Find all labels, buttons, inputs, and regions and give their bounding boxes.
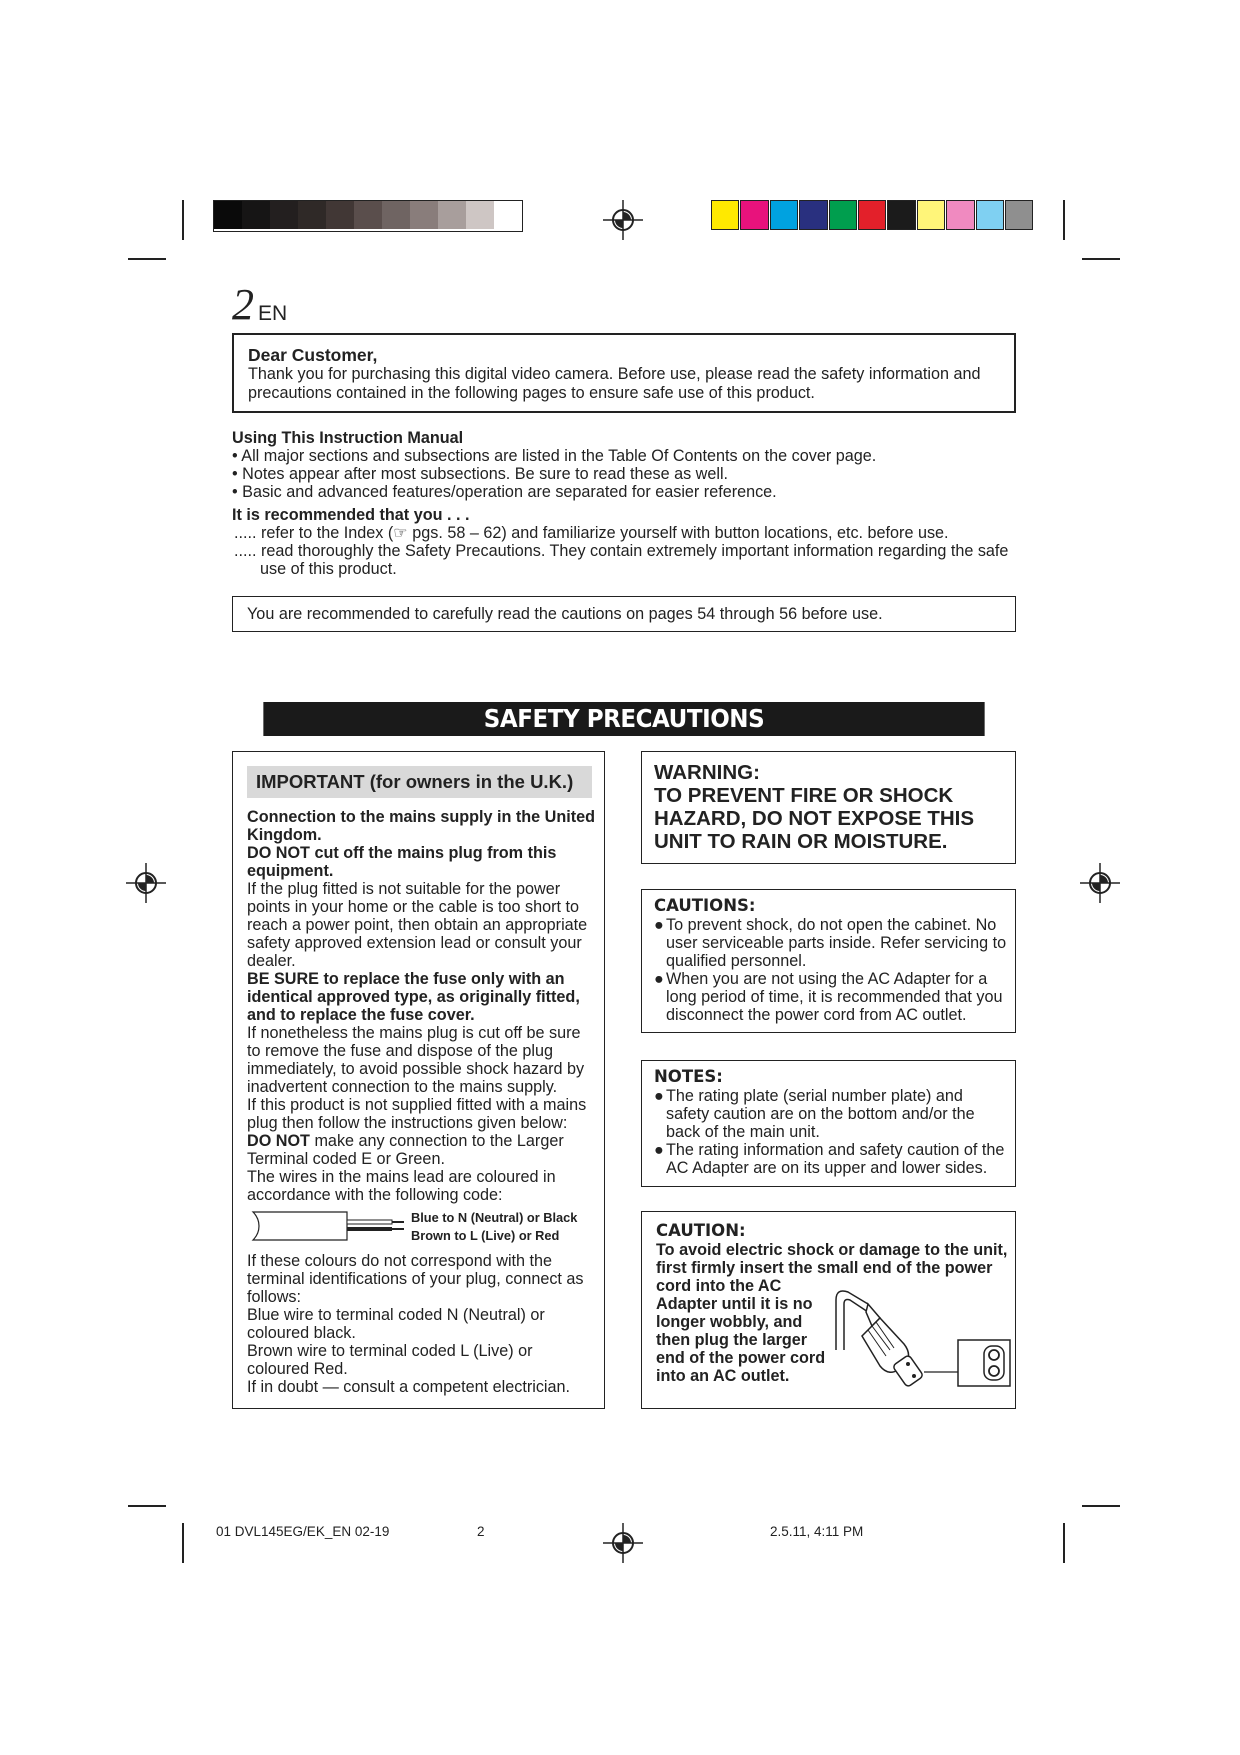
grayscale-color-bar (213, 200, 523, 232)
dear-customer-line: Thank you for purchasing this digital video camera. Before use, please read the safety information and (248, 365, 981, 383)
manual-bullet: • Notes appear after most subsections. Be sure to read these as well. (232, 465, 729, 483)
color-swatch (382, 201, 410, 229)
uk-paragraph: If these colours do not correspond with the terminal identifications of your plug, connect as follows: (247, 1252, 584, 1306)
notes-heading: NOTES: (654, 1067, 723, 1086)
wire-label-blue: Blue to N (Neutral) or Black (411, 1210, 578, 1225)
dear-customer-box (232, 333, 1016, 413)
uk-text-block (247, 808, 597, 1204)
manual-bullet: • Basic and advanced features/operation are separated for easier reference. (232, 483, 777, 501)
notes-item: ● The rating plate (serial number plate) and safety caution are on the bottom and/or the back of the main unit. (654, 1087, 1009, 1141)
crop-mark (182, 200, 184, 240)
registration-mark-icon (126, 863, 166, 903)
dear-customer-heading: Dear Customer, (248, 345, 378, 365)
notes-item: ● The rating information and safety caution of the AC Adapter are on its upper and lower sides. (654, 1141, 1009, 1177)
warning-line: UNIT TO RAIN OR MOISTURE. (654, 830, 948, 853)
crop-mark (182, 1523, 184, 1563)
uk-paragraph: The wires in the mains lead are coloured in accordance with the following code: (247, 1168, 556, 1204)
color-swatch (946, 200, 974, 230)
uk-bold-paragraph: Connection to the mains supply in the United Kingdom. (247, 808, 596, 844)
cautions-item-text: To prevent shock, do not open the cabinet. No user serviceable parts inside. Refer servicing to qualified personnel. (666, 916, 1007, 970)
color-swatch (887, 200, 915, 230)
uk-bold-paragraph: BE SURE to replace the fuse only with an identical approved type, as originally fitted, and to replace the fuse cover. (247, 970, 580, 1024)
crop-mark (1063, 200, 1065, 240)
color-swatch (214, 201, 242, 229)
recommended-item: use of this product. (260, 560, 397, 578)
crop-mark (128, 258, 166, 260)
caution-line: Adapter until it is no (656, 1295, 813, 1313)
uk-heading: IMPORTANT (for owners in the U.K.) (247, 766, 592, 798)
caution-heading: CAUTION: (656, 1221, 746, 1240)
uk-do-not: DO NOT (247, 1132, 310, 1150)
color-swatch (740, 200, 768, 230)
color-swatch (410, 201, 438, 229)
caution-line: longer wobbly, and (656, 1313, 803, 1331)
color-swatch (858, 200, 886, 230)
recommended-item: ..... refer to the Index (☞ pgs. 58 – 62) and familiarize yourself with button locations, etc. before use. (234, 524, 949, 542)
crop-mark (128, 1505, 166, 1507)
warning-text (654, 761, 974, 853)
manual-bullet: • All major sections and subsections are listed in the Table Of Contents on the cover page. (232, 447, 877, 465)
cautions-item-text: When you are not using the AC Adapter for a long period of time, it is recommended that you disconnect the power cord from AC outlet. (666, 970, 1003, 1024)
color-swatch (917, 200, 945, 230)
caution-line: then plug the larger (656, 1331, 808, 1349)
cautions-item: ● To prevent shock, do not open the cabinet. No user serviceable parts inside. Refer servicing to qualified personnel. (654, 916, 1009, 970)
uk-paragraph: If nonetheless the mains plug is cut off be sure to remove the fuse and dispose of the plug immediately, to avoid possible shock hazard by inadvertent connection to the mains supply. (247, 1024, 585, 1096)
color-swatch (1005, 200, 1033, 230)
manual-heading: Using This Instruction Manual (232, 429, 464, 447)
registration-mark-icon (1080, 863, 1120, 903)
power-cord-plug-icon (832, 1286, 1012, 1400)
color-swatch (976, 200, 1004, 230)
notes-list (654, 1087, 1009, 1177)
color-calibration-bar (711, 200, 1034, 230)
color-swatch (494, 201, 522, 229)
uk-paragraph (247, 1132, 597, 1168)
caution-line: To avoid electric shock or damage to the unit, (656, 1241, 1008, 1259)
uk-bold-paragraph: DO NOT cut off the mains plug from this equipment. (247, 844, 557, 880)
warning-heading: WARNING: (654, 761, 760, 784)
uk-important-box (232, 751, 605, 1409)
uk-paragraph: If the plug fitted is not suitable for the power points in your home or the cable is too short to reach a power point, then obtain an appropriate safety approved extension lead or consult your dealer. (247, 880, 588, 970)
notes-item-text: The rating plate (serial number plate) and safety caution are on the bottom and/or the back of the main unit. (666, 1087, 975, 1141)
caution-line: first firmly insert the small end of the power (656, 1259, 993, 1277)
recommended-heading: It is recommended that you . . . (232, 506, 470, 524)
caution-line: into an AC outlet. (656, 1367, 790, 1385)
section-title: SAFETY PRECAUTIONS (263, 702, 984, 736)
cautions-notice-text: You are recommended to carefully read the cautions on pages 54 through 56 before use. (247, 605, 883, 623)
uk-paragraph: If this product is not supplied fitted with a mains plug then follow the instructions given below: (247, 1096, 587, 1132)
footer-file: 01 DVL145EG/EK_EN 02-19 (216, 1524, 390, 1539)
cautions-list (654, 916, 1009, 1024)
registration-mark-icon (603, 1523, 643, 1563)
cautions-notice-box (232, 596, 1016, 632)
caution-line: cord into the AC (656, 1277, 782, 1295)
color-swatch (326, 201, 354, 229)
color-swatch (298, 201, 326, 229)
color-swatch (438, 201, 466, 229)
color-swatch (799, 200, 827, 230)
caution-box (641, 1211, 1016, 1409)
wire-label-brown: Brown to L (Live) or Red (411, 1228, 560, 1243)
footer-page: 2 (477, 1524, 485, 1539)
crop-mark (1082, 258, 1120, 260)
color-swatch (829, 200, 857, 230)
uk-text-block-2 (247, 1252, 597, 1396)
color-swatch (711, 200, 739, 230)
color-swatch (354, 201, 382, 229)
color-swatch (242, 201, 270, 229)
recommended-item: ..... read thoroughly the Safety Precautions. They contain extremely important information regarding the safe (234, 542, 1009, 560)
page-language: EN (258, 302, 288, 325)
color-swatch (770, 200, 798, 230)
cautions-heading: CAUTIONS: (654, 896, 756, 915)
warning-box (641, 751, 1016, 864)
registration-mark-icon (603, 200, 643, 240)
mains-lead-wire-diagram (247, 1208, 407, 1244)
uk-paragraph: Blue wire to terminal coded N (Neutral) or coloured black. (247, 1306, 545, 1342)
uk-paragraph: If in doubt — consult a competent electrician. (247, 1378, 571, 1396)
crop-mark (1082, 1505, 1120, 1507)
caution-line: end of the power cord (656, 1349, 826, 1367)
page-number: 2 (232, 280, 254, 329)
color-swatch (270, 201, 298, 229)
footer-date: 2.5.11, 4:11 PM (770, 1524, 864, 1539)
notes-box (641, 1060, 1016, 1187)
cautions-box (641, 889, 1016, 1033)
warning-line: HAZARD, DO NOT EXPOSE THIS (654, 807, 975, 830)
warning-line: TO PREVENT FIRE OR SHOCK (654, 784, 954, 807)
color-swatch (466, 201, 494, 229)
cautions-item: ● When you are not using the AC Adapter for a long period of time, it is recommended that you disconnect the power cord from AC outlet. (654, 970, 1009, 1024)
notes-item-text: The rating information and safety caution of the AC Adapter are on its upper and lower sides. (666, 1141, 1005, 1177)
crop-mark (1063, 1523, 1065, 1563)
uk-do-not-rest: make any connection to the Larger Terminal coded E or Green. (247, 1132, 564, 1168)
dear-customer-line: precautions contained in the following pages to ensure safe use of this product. (248, 384, 815, 402)
uk-paragraph: Brown wire to terminal coded L (Live) or coloured Red. (247, 1342, 533, 1378)
